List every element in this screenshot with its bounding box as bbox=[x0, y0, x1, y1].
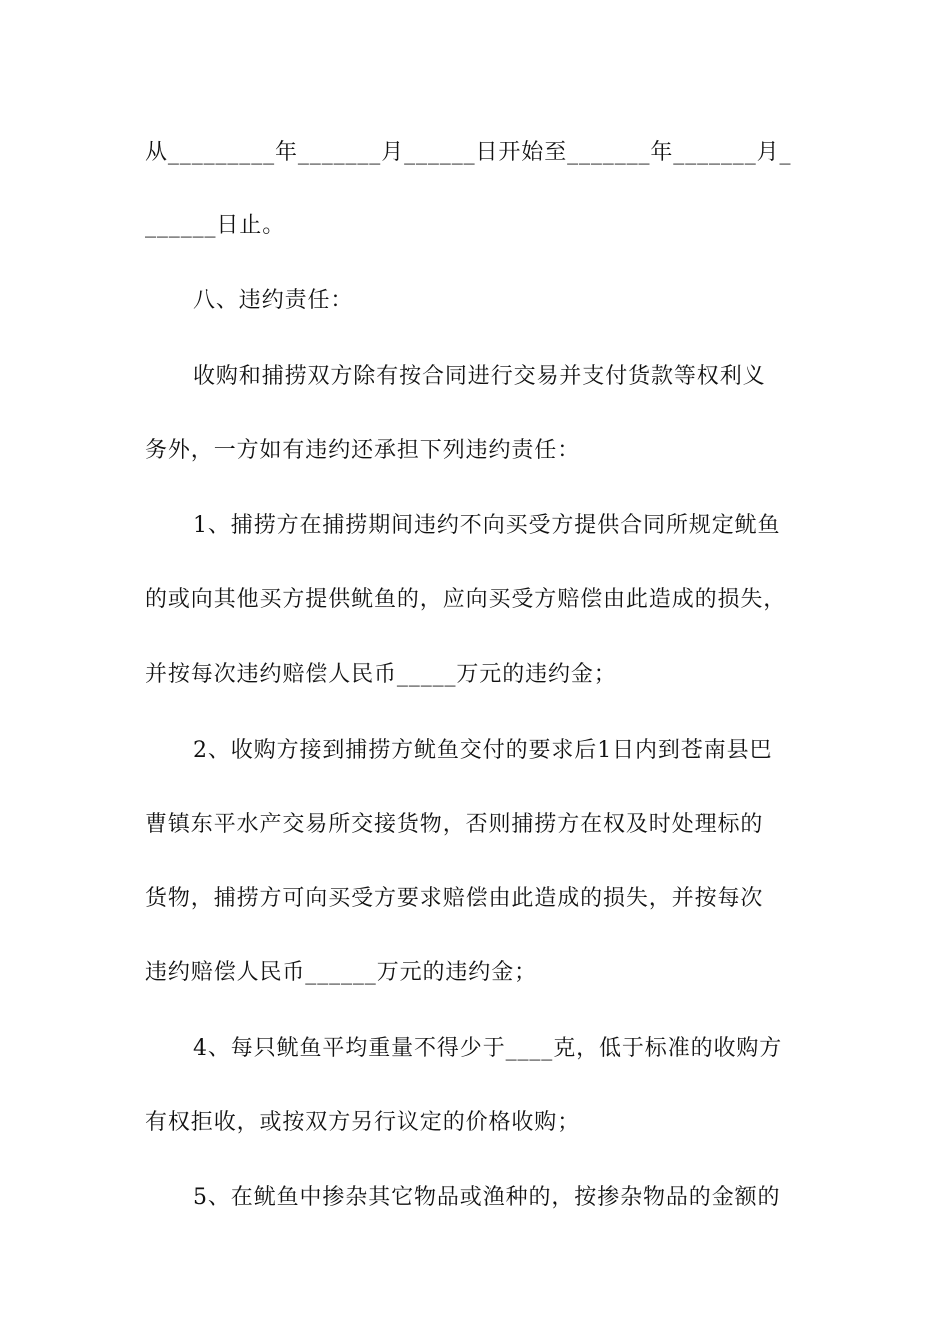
clause-2-line: 曹镇东平水产交易所交接货物，否则捕捞方在权及时处理标的 bbox=[145, 812, 764, 837]
clause-1-line: 并按每次违约赔偿人民币_____万元的违约金； bbox=[145, 662, 617, 687]
clause-4-line: 4、每只鱿鱼平均重量不得少于____克，低于标准的收购方 bbox=[193, 1036, 783, 1061]
paragraph-line: 收购和捕捞双方除有按合同进行交易并支付货款等权利义 bbox=[193, 364, 766, 389]
paragraph-line: 务外，一方如有违约还承担下列违约责任： bbox=[145, 438, 581, 463]
clause-2-line: 2、收购方接到捕捞方鱿鱼交付的要求后1日内到苍南县巴 bbox=[193, 738, 773, 763]
clause-5-line: 5、在鱿鱼中掺杂其它物品或渔种的，按掺杂物品的金额的 bbox=[193, 1185, 781, 1210]
clause-1-line: 1、捕捞方在捕捞期间违约不向买受方提供合同所规定鱿鱼 bbox=[193, 513, 781, 538]
text-line-date-end: ______日止。 bbox=[145, 213, 286, 238]
section-heading-breach-liability: 八、违约责任： bbox=[193, 288, 354, 313]
clause-1-line: 的或向其他买方提供鱿鱼的，应向买受方赔偿由此造成的损失， bbox=[145, 587, 787, 612]
clause-2-line: 违约赔偿人民币______万元的违约金； bbox=[145, 960, 538, 985]
text-line-date-range: 从_________年_______月______日开始至_______年_______月_ bbox=[145, 140, 792, 165]
clause-2-line: 货物，捕捞方可向买受方要求赔偿由此造成的损失，并按每次 bbox=[145, 886, 764, 911]
clause-4-line: 有权拒收，或按双方另行议定的价格收购； bbox=[145, 1110, 581, 1135]
